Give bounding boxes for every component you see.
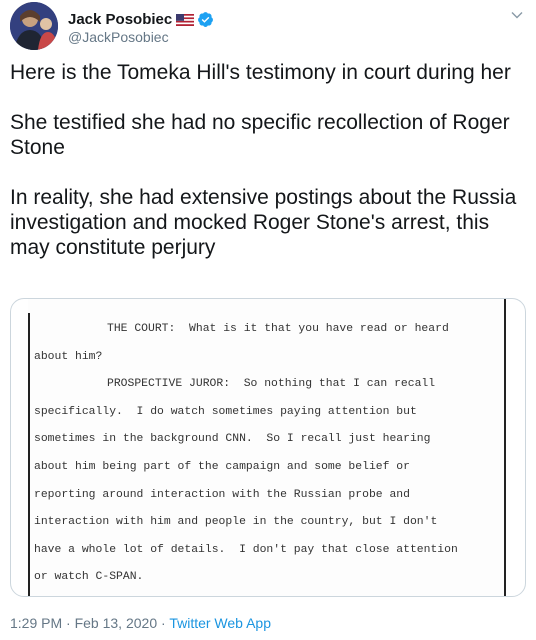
us-flag-icon <box>176 13 194 25</box>
attached-image[interactable] <box>10 298 526 597</box>
transcript-line: interaction with him and people in the country, but I don't <box>34 516 438 529</box>
name-row <box>68 9 214 29</box>
transcript-line: sometimes in the background CNN. So I recall just hearing <box>34 433 431 446</box>
chevron-down-icon[interactable] <box>510 8 524 22</box>
transcript-text <box>34 321 504 597</box>
tweet-time[interactable]: 1:29 PM <box>10 615 63 631</box>
transcript-line: specifically. I do watch sometimes paying attention but <box>34 405 417 418</box>
tweet-date[interactable]: Feb 13, 2020 <box>74 615 158 631</box>
transcript-document <box>28 299 506 596</box>
tweet-source-link[interactable]: Twitter Web App <box>169 615 271 631</box>
transcript-line: have a whole lot of details. I don't pay that close attention <box>34 543 458 556</box>
tweet-header <box>10 2 526 52</box>
avatar[interactable] <box>10 2 58 50</box>
display-name[interactable]: Jack Posobiec <box>68 10 173 28</box>
tweet-paragraph: She testified she had no specific recollection of Roger Stone <box>10 111 510 159</box>
transcript-line: THE COURT: What is it that you have read or heard <box>107 323 449 335</box>
transcript-line: or watch C-SPAN. <box>34 571 144 584</box>
tweet-paragraph: In reality, she had extensive postings about the Russia investigation and mocked Roger Stone's arrest, this may constitute perjury <box>10 186 517 259</box>
separator: · <box>157 615 170 631</box>
transcript-line: reporting around interaction with the Russian probe and <box>34 488 410 501</box>
separator: · <box>62 615 75 631</box>
transcript-line: PROSPECTIVE JUROR: So nothing that I can recall <box>107 378 436 391</box>
tweet-text <box>10 60 522 260</box>
transcript-line: about him being part of the campaign and some belief or <box>34 460 410 473</box>
verified-badge-icon <box>197 11 214 28</box>
user-handle[interactable]: @JackPosobiec <box>68 29 169 45</box>
margin-line-right <box>504 299 506 596</box>
transcript-line: about him? <box>34 350 103 363</box>
tweet-paragraph: Here is the Tomeka Hill's testimony in court during her <box>10 61 511 84</box>
margin-line-left <box>28 313 30 596</box>
tweet-meta <box>10 615 271 631</box>
